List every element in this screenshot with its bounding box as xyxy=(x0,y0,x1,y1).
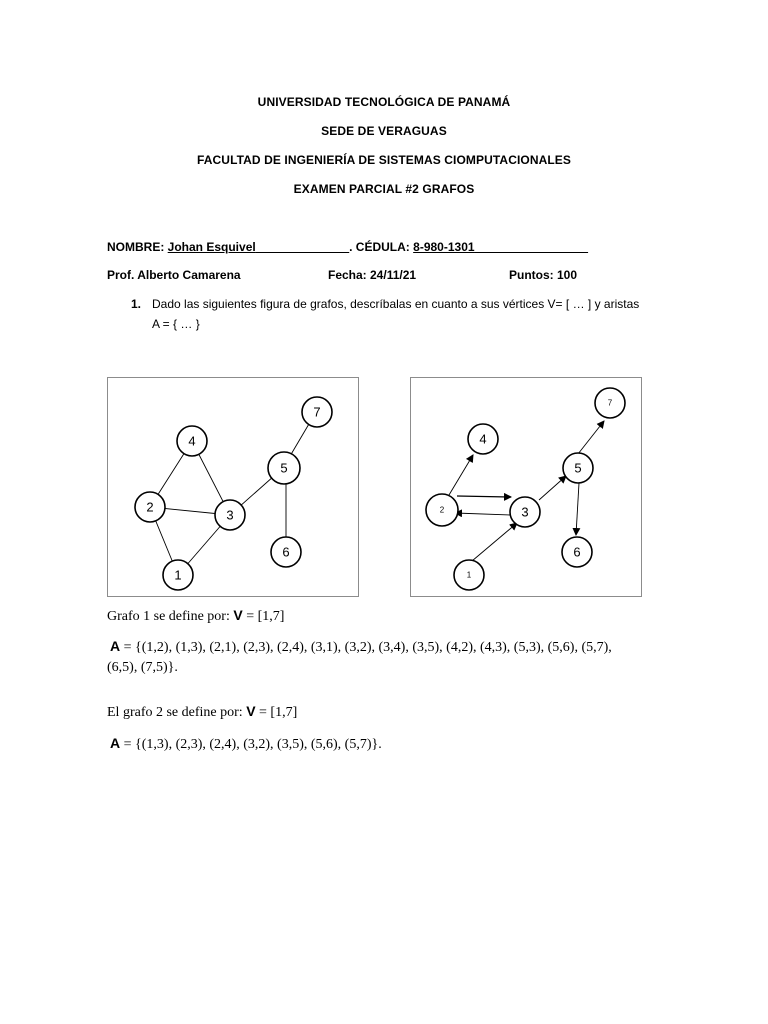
university-title: UNIVERSIDAD TECNOLÓGICA DE PANAMÁ xyxy=(257,95,511,109)
edge-5-to-7 xyxy=(578,421,604,454)
svg-text:2: 2 xyxy=(146,499,154,515)
svg-text:5: 5 xyxy=(280,460,288,476)
exam-points: Puntos: 100 xyxy=(509,268,578,282)
graph-2-node-6 xyxy=(562,537,592,567)
graph-2-node-7 xyxy=(595,388,625,418)
answer-1-edges-line1: A = {(1,2), (1,3), (2,1), (2,3), (2,4), (3,1), (3,2), (3,4), (3,5), (4,2), (4,3), (5,3), (5,6), (5,7), xyxy=(110,638,612,655)
graph-1-figure xyxy=(107,377,359,597)
answer-2-edges: A = {(1,3), (2,3), (2,4), (3,2), (3,5), (5,6), (5,7)}. xyxy=(110,735,382,752)
graph-1-node-6 xyxy=(271,537,301,567)
edge-3-to-2 xyxy=(455,513,511,515)
graph-1-node-2 xyxy=(135,492,165,522)
svg-text:3: 3 xyxy=(226,507,234,523)
graph-2-figure xyxy=(410,377,642,597)
svg-text:6: 6 xyxy=(282,544,290,560)
edge-3-to-5 xyxy=(539,476,566,500)
cedula-label: . CÉDULA: xyxy=(349,240,410,254)
edge-2-to-4 xyxy=(449,455,473,495)
answer-2-vertices: El grafo 2 se define por: V = [1,7] xyxy=(107,703,298,720)
svg-text:1: 1 xyxy=(174,567,182,583)
professor: Prof. Alberto Camarena xyxy=(107,268,241,282)
graph-2-node-4 xyxy=(468,424,498,454)
cedula-value: 8-980-1301_________________ xyxy=(413,240,589,254)
campus-title: SEDE DE VERAGUAS xyxy=(321,124,447,138)
graph-2-node-3 xyxy=(510,497,540,527)
edge-2-to-3 xyxy=(457,496,511,497)
exam-date: Fecha: 24/11/21 xyxy=(328,268,417,282)
graph-1-node-3 xyxy=(215,500,245,530)
svg-text:4: 4 xyxy=(188,433,196,449)
svg-text:2: 2 xyxy=(439,505,445,515)
faculty-title: FACULTAD DE INGENIERÍA DE SISTEMAS CIOMPUTACIONALES xyxy=(197,153,571,167)
svg-text:7: 7 xyxy=(313,404,321,420)
name-value: Johan Esquivel______________ xyxy=(167,240,350,254)
question-text-line1: Dado las siguientes figura de grafos, descríbalas en cuanto a sus vértices V= [ … ] y aristas xyxy=(152,297,640,311)
exam-title: EXAMEN PARCIAL #2 GRAFOS xyxy=(293,182,475,196)
graph-1-node-5 xyxy=(268,452,300,484)
student-line xyxy=(107,240,588,254)
edge-5-to-6 xyxy=(576,483,579,535)
question-number: 1. xyxy=(131,297,142,311)
answer-1-edges-line2: (6,5), (7,5)}. xyxy=(107,660,178,675)
graph-2-node-1 xyxy=(454,560,484,590)
svg-text:4: 4 xyxy=(479,431,487,447)
graph-1-node-4 xyxy=(177,426,207,456)
answer-1-vertices: Grafo 1 se define por: V = [1,7] xyxy=(107,607,285,624)
graph-1-node-7 xyxy=(302,397,332,427)
edge-1-to-3 xyxy=(472,523,517,561)
name-label: NOMBRE: xyxy=(107,240,165,254)
svg-text:6: 6 xyxy=(573,544,581,560)
svg-text:5: 5 xyxy=(574,460,582,476)
graph-2-node-2 xyxy=(426,494,458,526)
svg-text:3: 3 xyxy=(521,504,529,520)
graph-2-node-5 xyxy=(563,453,593,483)
graph-1-node-1 xyxy=(163,560,193,590)
svg-text:7: 7 xyxy=(607,398,613,408)
svg-text:1: 1 xyxy=(466,570,472,580)
question-text-line2: A = { … } xyxy=(152,317,200,331)
